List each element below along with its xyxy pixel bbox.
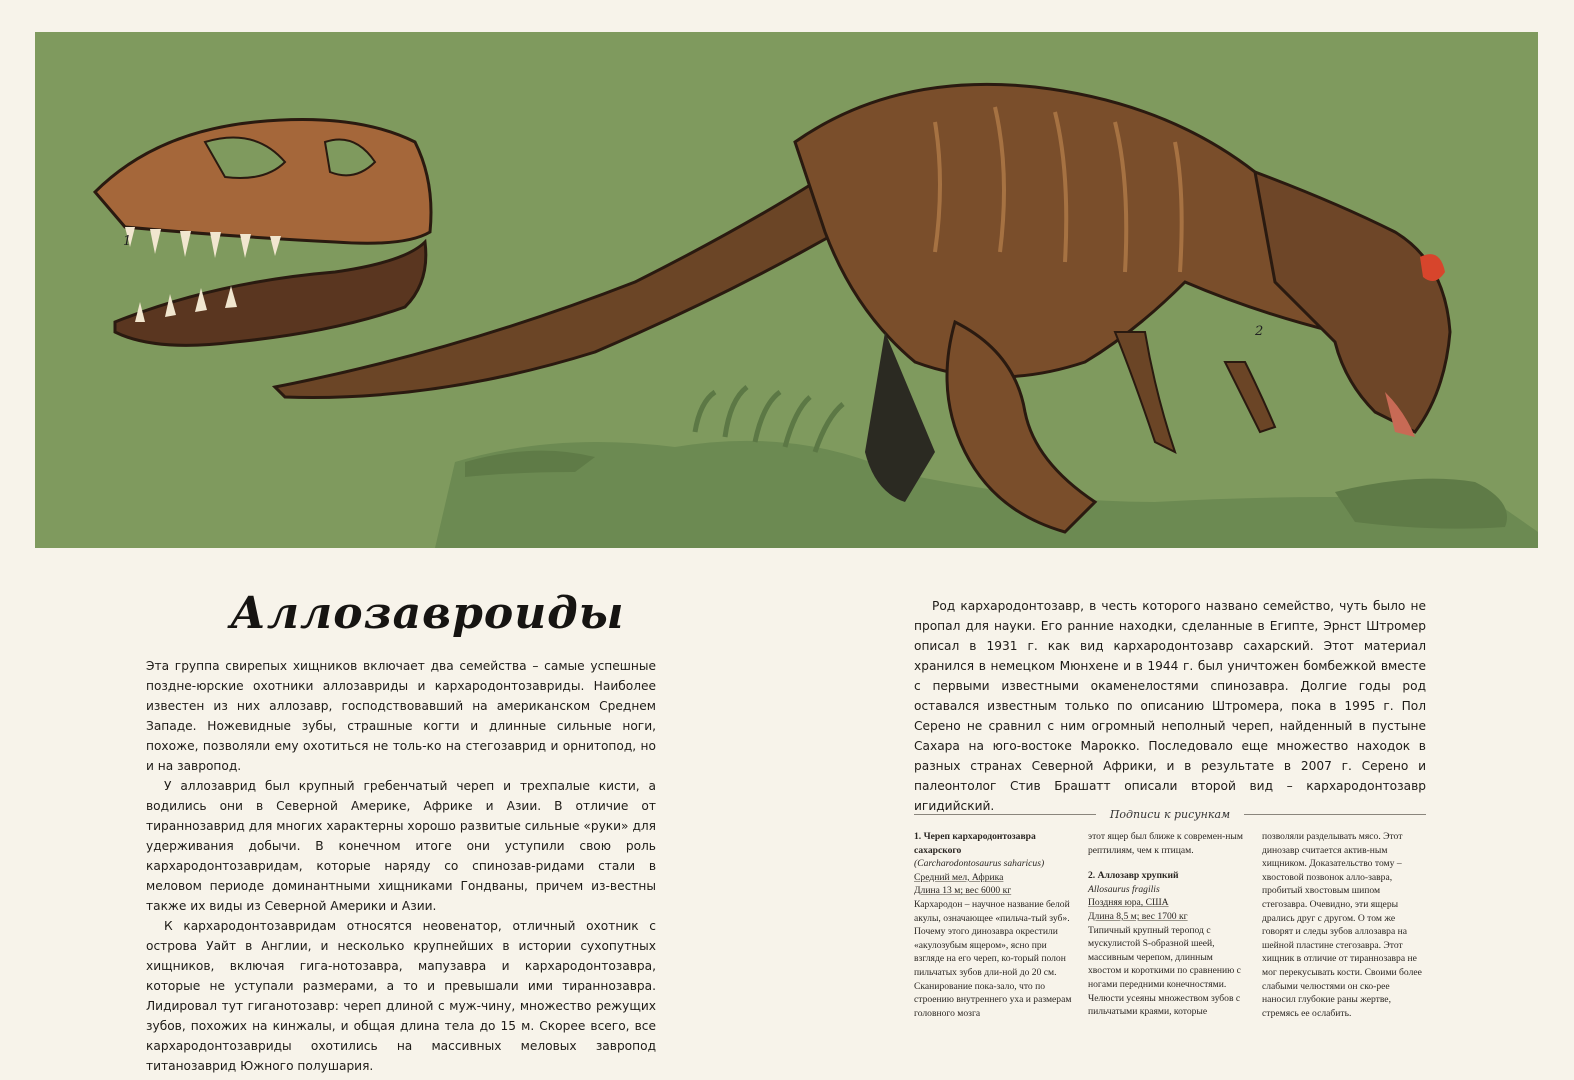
paragraph: Эта группа свирепых хищников включает два семейства – самые успешные поздне-юрские охотники аллозавриды и кархародонтозавриды. Наиболее известен из них аллозавр, господствовавший на американском Среднем Западе. Ножевидные зубы, страшные когти и длинные сильные ноги, похоже, позволяли ему охотиться не толь-ко на стегозаврид и орнитопод, но и на завропод. bbox=[146, 659, 656, 773]
allosaur-illustration bbox=[35, 32, 1538, 548]
caption-text: Типичный крупный теропод с мускулистой S-образной шеей, массивным черепом, длинным хвостом и короткими по сравнению с ногами передними конечностями. Челюсти усеяны множеством зубов с пильчатыми краями, которые bbox=[1088, 924, 1241, 1018]
caption-size: Длина 13 м; вес 6000 кг bbox=[914, 885, 1012, 897]
caption-latin: Allosaurus fragilis bbox=[1088, 883, 1160, 895]
caption-latin: (Carcharodontosaurus saharicus) bbox=[914, 858, 1045, 870]
page-title: Аллозавроиды bbox=[230, 588, 625, 639]
caption-column-2 bbox=[1088, 830, 1248, 1019]
divider bbox=[1244, 814, 1426, 815]
caption-text: этот ящер был ближе к современ-ным рептилиям, чем к птицам. bbox=[1088, 831, 1243, 856]
captions-heading-label: Подписи к рисункам bbox=[1109, 807, 1231, 821]
caption-text: позволяли разделывать мясо. Этот динозавр считается актив-ным хищником. Доказательство тому – хвостовой позвонок алло-завра, пробитый хвостовым шипом стегозавра. Очевидно, эти ящеры дрались друг с другом. О том же говорят и следы зубов аллозавра на шейной пластине стегозавра. Этот хищник в отличие от тираннозавра не мог перекусывать кости. Своими более слабыми челюстями он ско-рее наносил глубокие раны жертве, стремясь ее ослабить. bbox=[1262, 831, 1422, 1019]
captions-heading bbox=[914, 804, 1426, 824]
caption-text: Кархародон – научное название белой акулы, означающее «пильча-тый зуб». Почему этого динозавра окрестили «акулозубым ящером», ясно при взгляде на его череп, ко-торый полон пильчатых зубов дли-ной до 20 см. Сканирование пока-зало, что по строению внутреннего уха и размерам головного мозга bbox=[914, 898, 1072, 1019]
illustration-panel bbox=[35, 32, 1538, 548]
right-text-column bbox=[914, 596, 1426, 816]
figure-label-2: 2 bbox=[1255, 324, 1264, 339]
caption-period: Средний мел, Африка bbox=[914, 871, 1004, 883]
left-text-column bbox=[146, 656, 656, 1076]
caption-column-1 bbox=[914, 830, 1074, 1020]
caption-period: Поздняя юра, США bbox=[1088, 897, 1169, 909]
paragraph: К кархародонтозавридам относятся неовенатор, отличный охотник с острова Уайт в Англии, и несколько крупнейших в истории сухопутных хищников, включая гига-нотозавра, мапузавра и кархародонтозавра, которые не уступали размерами, а то и превышали ими тираннозавра. Лидировал тут гиганотозавр: череп длиной с муж-чину, множество режущих зубов, похожих на кинжалы, и общая длина тела до 15 м. Скорее всего, все кархародонтозавриды охотились на массивных меловых завропод титанозаврид Южного полушария. bbox=[146, 919, 656, 1073]
paragraph: Род кархародонтозавр, в честь которого названо семейство, чуть было не пропал для науки. Его ранние находки, сделанные в Египте, Эрнст Штромер описал в 1931 г. как вид кархародонтозавр сахарский. Этот материал хранился в немецком Мюнхене и в 1944 г. был уничтожен бомбежкой вместе с первыми известными окаменелостями спинозавра. Долгие годы род оставался известным только по описанию Штромера, пока в 1995 г. Пол Серено не сравнил с ним огромный неполный череп, найденный в пустыне Сахара на юго-востоке Марокко. Последовало еще множество находок в разных странах Северной Африки, и в результате в 2007 г. Серено и палеонтолог Стив Брашатт описали второй вид – кархародонтозавр игидийский. bbox=[914, 599, 1426, 813]
paragraph: У аллозаврид был крупный гребенчатый череп и трехпалые кисти, а водились они в Северной Америке, Африке и Азии. В отличие от тираннозаврид для многих характерны хорошо развитые сильные «руки» для удерживания добычи. В конечном итоге они уступили свою роль кархародонтозавридам, которые наряду со спинозав-ридами стали в меловом периоде доминантными хищниками Гондваны, причем из-вестны также их виды из Северной Америки и Азии. bbox=[146, 779, 656, 913]
divider bbox=[914, 814, 1096, 815]
caption-title: 1. Череп кархародонтозавра сахарского bbox=[914, 831, 1036, 856]
caption-size: Длина 8,5 м; вес 1700 кг bbox=[1088, 910, 1188, 922]
figure-label-1: 1 bbox=[123, 234, 132, 249]
caption-column-3 bbox=[1262, 830, 1422, 1020]
caption-title: 2. Аллозавр хрупкий bbox=[1088, 870, 1179, 882]
